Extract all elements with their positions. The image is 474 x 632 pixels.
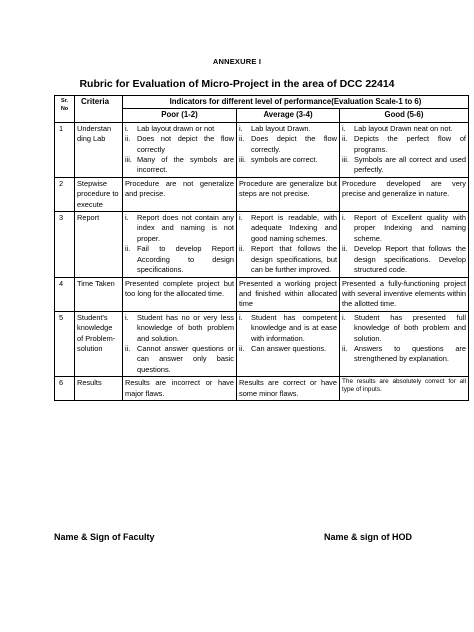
list-item-number: i.	[239, 213, 243, 223]
average-indicator-cell	[237, 377, 340, 401]
list-item-number: iii.	[239, 155, 246, 165]
level-average-header: Average (3-4)	[237, 109, 340, 122]
poor-indicator-list	[125, 313, 234, 375]
list-item-number: i.	[342, 213, 346, 223]
list-item	[125, 344, 234, 375]
list-item	[125, 213, 234, 244]
average-indicator-text: Results are correct or have some minor flaws.	[239, 378, 337, 398]
poor-indicator-cell	[123, 377, 237, 401]
poor-indicator-list	[125, 213, 234, 275]
list-item-number: i.	[125, 123, 129, 133]
list-item-text: Lab layout Drawn neat on not.	[354, 123, 453, 133]
annexure-label: ANNEXURE I	[212, 57, 262, 66]
list-item-text: Fail to develop Report According to design specifications.	[137, 244, 234, 275]
poor-indicator-text: Presented complete project but too long for the allocated time.	[125, 278, 234, 298]
table-row	[55, 212, 469, 277]
criteria-cell: Stepwise procedure to execute	[75, 177, 123, 211]
list-item	[239, 344, 337, 354]
poor-indicator-cell	[123, 212, 237, 277]
list-item-text: Answers to questions are strengthened by explanation.	[354, 343, 466, 364]
list-item-number: ii.	[239, 244, 245, 254]
table-header-row	[55, 96, 469, 109]
list-item-text: Student has presented full knowledge of both problem and solution.	[354, 312, 466, 343]
level-good-header: Good (5-6)	[340, 109, 469, 122]
faculty-signature-label: Name & Sign of Faculty	[54, 532, 155, 542]
list-item-number: ii.	[125, 343, 131, 353]
average-indicator-cell	[237, 122, 340, 177]
good-indicator-text: The results are absolutely correct for all type of inputs.	[342, 378, 466, 394]
sr-no-cell: 3	[55, 212, 75, 277]
good-indicator-cell	[340, 177, 469, 211]
list-item-number: ii.	[342, 343, 348, 353]
list-item	[239, 244, 337, 275]
good-indicator-cell	[340, 311, 469, 376]
list-item	[239, 124, 337, 134]
sr-no-cell: 2	[55, 177, 75, 211]
list-item	[125, 244, 234, 275]
list-item-text: Develop Report that follows the design specifications. Develop structured code.	[354, 244, 466, 275]
good-indicator-cell	[340, 212, 469, 277]
criteria-cell: Results	[75, 377, 123, 401]
list-item-number: ii.	[342, 244, 348, 254]
list-item	[125, 134, 234, 155]
list-item	[342, 213, 466, 244]
list-item-text: Report is readable, with adequate Indexing and good naming schemes.	[251, 213, 337, 243]
good-indicator-cell	[340, 277, 469, 311]
list-item	[125, 313, 234, 344]
list-item	[342, 155, 466, 176]
list-item	[239, 213, 337, 244]
list-item	[342, 124, 466, 134]
list-item-number: i.	[239, 312, 243, 322]
list-item-text: Report does not contain any index and naming is not proper.	[137, 213, 234, 243]
average-indicator-cell	[237, 212, 340, 277]
list-item-text: Student has competent knowledge and is at ease with information.	[251, 312, 337, 343]
list-item-text: Report that follows the design specifications, but can be further improved.	[251, 244, 337, 275]
list-item-number: ii.	[125, 134, 131, 144]
list-item-number: ii.	[342, 134, 348, 144]
list-item-number: iii.	[342, 155, 349, 165]
good-indicator-list	[342, 213, 466, 275]
average-indicator-cell	[237, 277, 340, 311]
poor-indicator-list	[125, 124, 234, 176]
list-item	[342, 313, 466, 344]
table-row	[55, 277, 469, 311]
table-row	[55, 311, 469, 376]
list-item-number: ii.	[239, 343, 245, 353]
list-item-text: Can answer questions.	[251, 343, 327, 353]
list-item-text: Depicts the perfect flow of programs.	[354, 134, 466, 154]
average-indicator-text: Procedure are generalize but steps are not precise.	[239, 178, 337, 199]
criteria-cell: Report	[75, 212, 123, 277]
sr-no-cell: 5	[55, 311, 75, 376]
good-indicator-list	[342, 124, 466, 176]
list-item	[125, 155, 234, 176]
list-item-text: Cannot answer questions or can answer only basic questions.	[137, 343, 234, 374]
sr-no-header: Sr. No	[55, 96, 75, 123]
poor-indicator-cell	[123, 277, 237, 311]
list-item-text: symbols are correct.	[251, 155, 318, 165]
poor-indicator-cell	[123, 311, 237, 376]
list-item-number: i.	[239, 123, 243, 133]
criteria-cell: Student's knowledge of Problem-solution	[75, 311, 123, 376]
list-item	[239, 134, 337, 155]
list-item-number: i.	[342, 123, 346, 133]
average-indicator-cell	[237, 311, 340, 376]
good-indicator-text: Procedure developed are very precise and generalize in nature.	[342, 178, 466, 199]
indicators-header: Indicators for different level of performance(Evaluation Scale-1 to 6)	[123, 96, 469, 109]
rubric-table	[54, 95, 469, 401]
list-item-text: Symbols are all correct and used perfectly.	[354, 155, 466, 175]
good-indicator-cell	[340, 122, 469, 177]
list-item-text: Lab layout Drawn.	[251, 123, 311, 133]
criteria-cell: Time Taken	[75, 277, 123, 311]
average-indicator-list	[239, 313, 337, 355]
poor-indicator-text: Procedure are not generalize and precise.	[125, 178, 234, 199]
list-item-text: Student has no or very less knowledge of both problem and solution.	[137, 312, 234, 343]
hod-signature-label: Name & sign of HOD	[324, 532, 413, 542]
average-indicator-cell	[237, 177, 340, 211]
list-item	[125, 124, 234, 134]
list-item-number: i.	[342, 312, 346, 322]
list-item-text: Lab layout drawn or not	[137, 123, 215, 133]
list-item	[239, 155, 337, 165]
sr-no-cell: 4	[55, 277, 75, 311]
level-poor-header: Poor (1-2)	[123, 109, 237, 122]
average-indicator-list	[239, 213, 337, 275]
good-indicator-text: Presented a fully-functioning project with several inventive elements within the allotted time.	[342, 278, 466, 309]
average-indicator-list	[239, 124, 337, 166]
list-item-text: Report of Excellent quality with proper Indexing and naming scheme.	[354, 213, 466, 243]
table-row	[55, 377, 469, 401]
list-item-text: Does not depict the flow correctly	[137, 134, 234, 154]
poor-indicator-cell	[123, 177, 237, 211]
poor-indicator-cell	[123, 122, 237, 177]
criteria-cell: Understan ding Lab	[75, 122, 123, 177]
average-indicator-text: Presented a working project and finished within allocated time	[239, 278, 337, 309]
table-row	[55, 177, 469, 211]
sr-no-cell: 1	[55, 122, 75, 177]
list-item-number: iii.	[125, 155, 132, 165]
criteria-header: Criteria	[75, 96, 123, 123]
list-item	[342, 344, 466, 365]
list-item-text: Does depict the flow correctly.	[251, 134, 337, 154]
list-item	[342, 134, 466, 155]
poor-indicator-text: Results are incorrect or have major flaws.	[125, 378, 234, 398]
list-item	[239, 313, 337, 344]
sr-no-cell: 6	[55, 377, 75, 401]
table-row	[55, 122, 469, 177]
list-item-number: ii.	[239, 134, 245, 144]
list-item	[342, 244, 466, 275]
list-item-number: i.	[125, 213, 129, 223]
rubric-body	[55, 122, 469, 400]
list-item-text: Many of the symbols are incorrect.	[137, 155, 234, 175]
document-title: Rubric for Evaluation of Micro-Project in the area of DCC 22414	[79, 78, 395, 90]
list-item-number: ii.	[125, 244, 131, 254]
list-item-number: i.	[125, 312, 129, 322]
good-indicator-list	[342, 313, 466, 365]
good-indicator-cell	[340, 377, 469, 401]
